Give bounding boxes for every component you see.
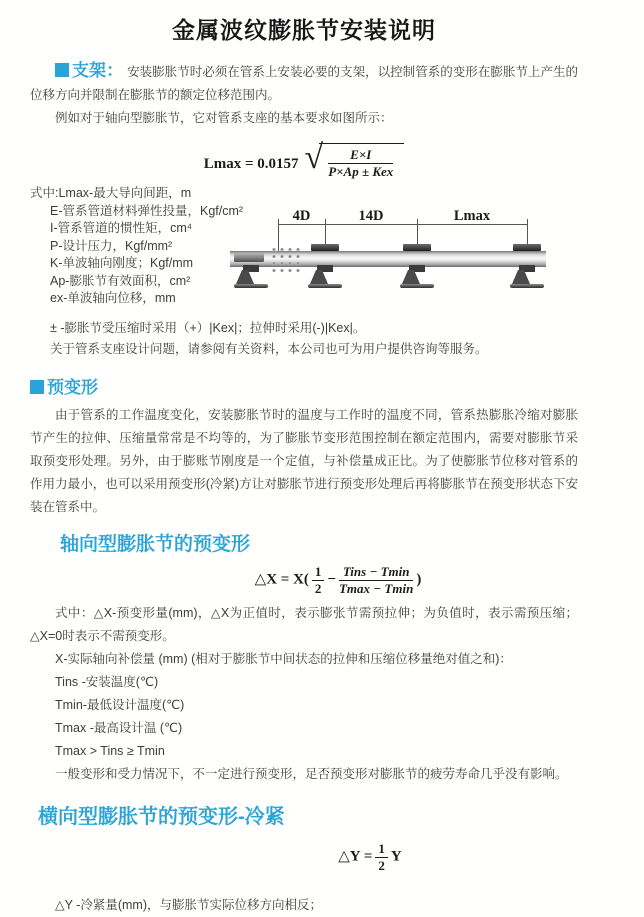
definitions-and-diagram xyxy=(30,185,578,315)
section-bullet-icon xyxy=(30,380,44,394)
consulting-note: 关于管系支座设计问题，请参阅有关资料，本公司也可为用户提供咨询等服务。 xyxy=(50,342,488,357)
dimension-label-lmax: Lmax xyxy=(453,208,491,225)
dy-half-numerator: 1 xyxy=(375,841,388,858)
support-base xyxy=(510,284,544,288)
axial-predeform-heading: 轴向型膨胀节的预变形 xyxy=(60,534,251,556)
support-cap xyxy=(311,244,339,251)
dy-formula-rhs: Y xyxy=(390,848,402,865)
support-base xyxy=(234,284,268,288)
pipe-anchor-graphic xyxy=(234,244,268,290)
plus-minus-note: ± -膨胀节受压缩时采用（+）|Kex|；拉伸时采用(-)|Kex|。 xyxy=(50,321,366,336)
section-heading-support xyxy=(55,61,123,80)
lmax-formula xyxy=(30,140,578,179)
support-intro-text: 安装膨胀节时必须在管系上安装必要的支架，以控制管系的变形在膨胀节上产生的位移方向并限制在膨胀节的额定位移范围内。 xyxy=(30,65,578,102)
axial-note: Tmax -最高设计温 (℃) xyxy=(55,721,183,736)
definition-item: P-设计压力，Kgf/mm² xyxy=(50,238,173,253)
section-bullet-icon xyxy=(55,63,69,77)
axial-note: Tmax > Tins ≥ Tmin xyxy=(55,744,165,759)
dx-half-denominator: 2 xyxy=(314,580,322,596)
definition-item: 式中:Lmax-最大导向间距，m xyxy=(30,186,192,201)
support-heading-label: 支架： xyxy=(72,61,124,80)
dx-temp-denominator: Tmax − Tmin xyxy=(338,580,414,596)
lateral-predeform-formula xyxy=(96,841,644,873)
support-base xyxy=(400,284,434,288)
definition-item: E-管系管道材料弹性投量，Kgf/cm² xyxy=(50,203,244,218)
section-heading-predeform xyxy=(30,373,578,398)
lateral-note: △Y -冷紧量(mm)，与膨胀节实际位移方向相反； xyxy=(55,897,323,912)
definition-item: K-单波轴向刚度；Kgf/mm xyxy=(50,256,194,271)
dx-formula-rhs: ) xyxy=(416,571,422,588)
dy-half-denominator: 2 xyxy=(378,857,385,873)
axial-note: Tmin-最低设计温度(℃) xyxy=(55,698,185,713)
pipe-guide-support-graphic xyxy=(308,244,342,290)
predeform-heading-label: 预变形 xyxy=(47,378,98,398)
sqrt-radical xyxy=(305,140,405,179)
lmax-formula-numerator: E×I xyxy=(328,147,393,164)
support-example-line: 例如对于轴向型膨胀节，它对管系支座的基本要求如图所示： xyxy=(55,111,393,125)
radical-sign: √ xyxy=(304,139,324,176)
dx-half-numerator: 1 xyxy=(312,564,325,581)
bellows-expansion-joint-graphic xyxy=(270,246,304,272)
support-pedestal xyxy=(402,270,420,284)
support-pedestal xyxy=(236,270,254,284)
anchor-clamp xyxy=(234,253,264,262)
pipe-guide-support-graphic xyxy=(510,244,544,290)
dy-formula-lhs: △Y = xyxy=(338,848,373,865)
axial-note: X-实际轴向补偿量 (mm) (相对于膨胀节中间状态的拉伸和压缩位移量绝对值之和)： xyxy=(55,652,512,667)
definition-item: Ap-膨胀节有效面积，cm² xyxy=(50,273,191,288)
definition-item: I-管系管道的惯性矩，cm⁴ xyxy=(50,221,193,236)
support-base xyxy=(308,284,342,288)
support-cap xyxy=(513,244,541,251)
dx-minus-sign: − xyxy=(327,571,336,588)
axial-note: 一般变形和受力情况下，不一定进行预变形，足否预变形对膨胀节的疲劳寿命几乎没有影响。 xyxy=(55,767,568,782)
definition-item: ex-单波轴向位移，mm xyxy=(50,291,176,306)
dimension-label-4d: 4D xyxy=(292,208,311,225)
support-pedestal xyxy=(310,270,328,284)
dx-formula-lhs: △X = X( xyxy=(254,571,309,588)
axial-note: 式中：△X-预变形量(mm)，△X为正值时，表示膨张节需预拉伸；为负值时，表示需预压缩；△X=0时表示不需预变形。 xyxy=(30,606,578,644)
lmax-formula-denominator: P×Ap ± Kex xyxy=(328,163,394,179)
dimension-label-14d: 14D xyxy=(358,208,384,225)
pipe-support-diagram xyxy=(230,208,580,313)
lmax-formula-lhs: Lmax = 0.0157 xyxy=(203,156,299,172)
support-cap xyxy=(403,244,431,251)
page-title: 金属波纹膨胀节安装说明 xyxy=(172,17,436,43)
lateral-predeform-heading: 横向型膨胀节的预变形-冷紧 xyxy=(38,806,285,829)
dx-temp-numerator: Tins − Tmin xyxy=(339,564,413,581)
support-pedestal xyxy=(512,270,530,284)
support-intro-paragraph xyxy=(30,59,578,107)
pipe-guide-support-graphic xyxy=(400,244,434,290)
predeform-body-paragraph: 由于管系的工作温度变化，安装膨胀节时的温度与工作时的温度不同，管系热膨胀冷缩对膨胀节产生的拉伸、压缩量常常是不均等的，为了膨胀节变形范围控制在额定范围内，需要对膨胀节采取预变形处理。另外，由于膨账节刚度是一个定值，与补偿量成正比。为了使膨胀节位移对管系的作用力最小，也可以采用预变形(冷紧)方让对膨胀节进行预变形处理后再将膨胀节在预变形状态下安装在管系中。 xyxy=(30,408,578,515)
axial-predeform-formula xyxy=(64,564,612,596)
axial-note: Tins -安装温度(℃) xyxy=(55,675,159,690)
